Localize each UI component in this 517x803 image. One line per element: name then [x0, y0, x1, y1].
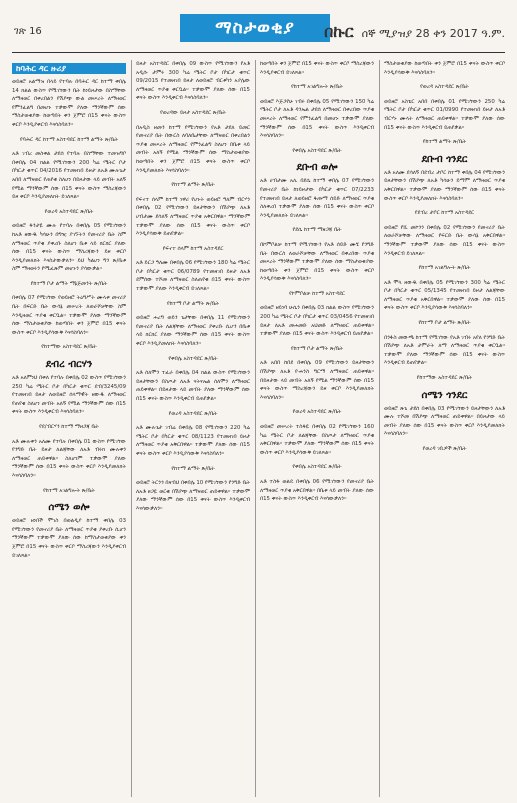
column-divider	[131, 60, 132, 797]
notice-signature: የከተማ አገልግሎት ጽ/ቤት	[291, 84, 343, 91]
notice-signature: የከተማ አገልግሎት ጽ/ቤት	[43, 487, 95, 494]
notice-signature: የፍኖተ ሰላም ከተማ አስተዳደር	[162, 245, 224, 252]
notice-signature: የከተማው አስተዳደር ጽ/ቤት	[41, 344, 97, 351]
notice-signature: የደ/ብርሃን ከተማ ማዘጋጃ ቤት	[39, 424, 99, 430]
page-header	[0, 0, 517, 62]
notice-signature: የቀበሌ አስተዳደር ጽ/ቤት	[292, 464, 342, 471]
notice-paragraph: ወይዘሮ ዘይነባ ሁሴን በቀበሌ 03 ክልል ውስጥ የሚገኘውን 200 ካሬ ሜትር ቦታ በካርታ ቁጥር 03/0456 የተመዘገበ ይዞታ ለአቶ መሐመድ አህመድ ለማዛወር ጠይቀዋል። ተቃውሞ ያለው በ15 ቀናት ውስጥ እንዲቀርብ ይጠየቃል።	[260, 305, 374, 338]
notice-paragraph: ወይዘሮ ፋንታዬ ሙሉ የተባሉ በቀበሌ 05 የሚገኘውን ከአቶ ዘውዱ ካሳሁን በግዢ ያገኙትን የመኖሪያ ቤት ስም ለማዛወር ጥያቄ ያቀረቡ ስለሆነ ቤቱ ላይ ክርክር ያለው ሰው በ15 ቀናት ውስጥ ማስረጃውን ይዞ ቀርቦ እንዲያመለክት እናስታውቃለን። ይህ ካልሆነ ግን ጽ/ቤቱ ስም ማዛወሩን የሚፈጽም መሆኑን ያሳውቃል።	[12, 223, 126, 273]
notice-signature: የከተማ ቦታ ልማት ጽ/ቤት	[166, 300, 220, 307]
notice-signature: የወረዳው ይዞታ አስተዳደር ጽ/ቤት	[160, 109, 226, 116]
notice-signature: የወረዳ ገቢዎች ጽ/ቤት	[422, 446, 467, 452]
notice-signature: የደብረ ታቦር ከተማ አስተዳደር	[414, 210, 475, 217]
notice-signature: የከተማው አስተዳደር ጽ/ቤት	[416, 375, 473, 382]
page-number: ገጽ 16	[14, 26, 42, 37]
notice-signature: የከተማ አገልግሎት ጽ/ቤት	[418, 265, 471, 272]
notice-paragraph: ማስታወቂያው ከወጣበት ቀን ጀምሮ በ15 ቀናት ውስጥ ቀርቦ እንዲያሳውቅ እናሳስባለን።	[384, 61, 505, 76]
column-3	[260, 60, 374, 797]
notice-paragraph: ወይዘሮ የሺ መኮንን በቀበሌ 02 የሚገኘውን የመኖሪያ ቤት ለወራሾቻቸው ለማዛወር የፍርድ ቤት ውሳኔ አቅርበዋል። ማንኛውም ተቃውሞ ያለው ሰው በ15 ቀናት ውስጥ እንዲቀርብ ይገለጻል።	[384, 224, 505, 257]
notice-signature: የወረዳ አስተዳደር ጽ/ቤት	[168, 410, 218, 417]
region-heading: ሰሜን ወሎ	[48, 502, 90, 514]
notice-paragraph: አቶ ሞላ ዘውዱ በቀበሌ 05 የሚገኘውን 300 ካሬ ሜትር ቦታ በካርታ ቁጥር 05/1345 የተመዘገበ ይዞታ ለልጃቸው ለማዛወር ጥያቄ አቅርበዋል። ተቃውሞ ያለው ሰው በ15 ቀናት ውስጥ ቀርቦ እንዲያሳውቅ እናሳስባለን።	[384, 279, 505, 312]
notice-signature: የቀበሌ አስተዳደር ጽ/ቤት	[292, 147, 342, 154]
notice-signature: የባሕር ዳር ከተማ አስተዳደር ከተማ ልማት ጽ/ቤት	[20, 136, 118, 143]
region-heading: ደብረ ብርሃን	[45, 359, 93, 371]
notice-paragraph: አቶ ሙሉጌታ ገብሬ በቀበሌ 08 የሚገኘውን 220 ካሬ ሜትር ቦታ በካርታ ቁጥር 08/1123 የተመዘገበ ይዞታ ለማዛወር ጥያቄ አቅርበዋል። ተቃውሞ ያለው ሰው በ15 ቀናት ውስጥ ቀርቦ እንዲያሳውቅ እናሳስባለን።	[136, 425, 250, 457]
notice-paragraph: አቶ ገብረ መስቀል ታደሰ የተባሉ በስማቸው ተመዝግቦ በቀበሌ 04 ክልል የሚገኘውን 200 ካሬ ሜትር ቦታ በካርታ ቁጥር 04/2016 የተመዘገበ ይዞታ ለአቶ ሙሉጌታ አበበ ለማዛወር የጠየቁ ስለሆነ በይዞታው ላይ መብት አለኝ የሚል ማንኛውም ሰው በ15 ቀናት ውስጥ ማስረጃውን ይዞ ቀርቦ እንዲያመለክት ይገለጻል።	[12, 151, 126, 201]
notice-paragraph: ወይዘሮ መሠረት ተስፋዬ በቀበሌ 02 የሚገኘውን 160 ካሬ ሜትር ቦታ ለልጃቸው በስጦታ ለማዛወር ጥያቄ አቅርበዋል። ተቃውሞ ያለው ማንኛውም ሰው በ15 ቀናት ውስጥ ቀርቦ እንዲያሳውቅ ይገለጻል።	[260, 424, 374, 456]
column-2	[136, 60, 250, 797]
issue-info	[324, 22, 505, 42]
notice-paragraph: ወይዘሮ ትርንጎ በዛብህ በቀበሌ 10 የሚገኘውን የንግድ ቤት ለአቶ ፀጋዬ ወርቁ በሽያጭ ለማዛወር ጠይቀዋል። ተቃውሞ ያለው ማንኛውም ሰው በ15 ቀናት ውስጥ እንዲቀርብ እናሳውቃለን።	[136, 480, 250, 512]
section-title: ማስታወቂያ	[180, 14, 330, 42]
notice-paragraph: አቶ ሀብታሙ አሊ በደሴ ከተማ ቀበሌ 07 የሚገኘውን የመኖሪያ ቤት ከነይዞታው በካርታ ቁጥር 07/2233 የተመዘገበ ይዞታ ለወይዘሮ ፋጡማ ሰይድ ለማዛወር ጥያቄ ስለቀረበ ተቃውሞ ያለው ሰው በ15 ቀናት ውስጥ ቀርቦ እንዲያመለክት ይገለጻል።	[260, 178, 374, 219]
notice-signature: የወረዳ አስተዳደር ጽ/ቤት	[420, 84, 469, 91]
notice-signature: የቀበሌ አስተዳደር ጽ/ቤት	[168, 355, 218, 362]
notice-signature: የኮምቦልቻ ከተማ አስተዳደር	[289, 290, 345, 297]
notice-signature: የወረዳ አስተዳደር ጽ/ቤት	[292, 409, 342, 416]
column-divider	[255, 60, 256, 797]
notice-paragraph: ከወጣበት ቀን ጀምሮ በ15 ቀናት ውስጥ ቀርቦ ማስረጃውን እንዲያቀርብ ይገለጻል።	[260, 61, 374, 76]
region-heading: ደቡብ ጎንደር	[421, 153, 468, 165]
notice-signature: የደሴ ከተማ ማዘጋጃ ቤት	[292, 227, 342, 234]
column-1	[12, 60, 126, 797]
notice-paragraph: አቶ አለሙ ደሳለኝ በደብረ ታቦር ከተማ ቀበሌ 04 የሚገኘውን ይዞታቸውን በሽያጭ ለአቶ ካሳሁን ይማም ለማዛወር ጥያቄ አቅርበዋል። ተቃውሞ ያለው ማንኛውም ሰው በ15 ቀናት ውስጥ ቀርቦ እንዲያመለክት እናሳስባለን።	[384, 169, 505, 202]
notice-signature: የከተማ ልማት ጽ/ቤት	[422, 139, 467, 146]
column-divider	[379, 60, 380, 797]
column-4	[384, 60, 505, 797]
notice-paragraph: በአዲስ ዘመን ከተማ የሚገኘውን የአቶ ታደለ ይመር የመኖሪያ ቤት በውርስ ለባለቤታቸው ለማዛወር በቀረበልን ጥያቄ መሠረት ለማዛወር የምንፈልግ ስለሆነ በቤቱ ላይ መብት አለኝ የሚል ማንኛውም ሰው ማስታወቂያው ከወጣበት ቀን ጀምሮ በ15 ቀናት ውስጥ ቀርቦ እንዲያመለክት እናሳስባለን።	[136, 124, 250, 174]
issue-date: ሰኞ ሚያዝያ 28 ቀን 2017 ዓ.ም.	[361, 27, 505, 40]
notice-paragraph: ወይዘሮ ዘነበች ሞገስ በወልዲያ ከተማ ቀበሌ 03 የሚገኘውን የመኖሪያ ቤት ለማዛወር ጥያቄ ያቀረቡ ሲሆን ማንኛውም ተቃውሞ ያለው ሰው ከማስታወቂያው ቀን ጀምሮ በ15 ቀናት ውስጥ ቀርቦ ማስረጃውን እንዲያቀርብ ይገለጻል።	[12, 518, 126, 559]
notice-signature: የከተማ ቦታ ልማት ማኔጅመንት ጽ/ቤት	[30, 280, 108, 287]
notice-paragraph: አቶ ሰለሞን ተፈራ በቀበሌ 04 ክልል ውስጥ የሚገኘውን ይዞታቸውን በስጦታ ለአቶ ናትናኤል ሰለሞን ለማዛወር ጠይቀዋል። በይዞታው ላይ መብት ያለው ማንኛውም ሰው በ15 ቀናት ውስጥ እንዲቀርብ ይጠየቃል።	[136, 370, 250, 402]
notice-paragraph: የፍኖተ ሰላም ከተማ ነዋሪ የሆኑት ወይዘሮ ዓለም ብርሃን በቀበሌ 02 የሚገኘውን ይዞታቸውን በሽያጭ ለአቶ ሀብታሙ ደሳለኝ ለማዛወር ጥያቄ አቅርበዋል። ማንኛውም ተቃውሞ ያለው ሰው በ15 ቀናት ውስጥ ቀርቦ እንዲያሳውቅ ይጠየቃል።	[136, 196, 250, 238]
notice-paragraph: በንፋስ መውጫ ከተማ የሚገኘው የአቶ ገብሩ አየለ የንግድ ቤት በሽያጭ ለአቶ ታምራት ለማ ለማዛወር ጥያቄ ቀርቧል። ተቃውሞ ያለው ማንኛውም ሰው በ15 ቀናት ውስጥ እንዲቀርብ ይጠየቃል።	[384, 334, 505, 367]
region-heading: ሰሜን ጎንደር	[421, 389, 468, 401]
notice-paragraph: በኮምቦልቻ ከተማ የሚገኘውን የአቶ ሰይድ ሙሄ የንግድ ቤት በውርስ ለወራሾቻቸው ለማዛወር በቀረበው ጥያቄ መሠረት ማንኛውም ተቃውሞ ያለው ሰው ማስታወቂያው ከወጣበት ቀን ጀምሮ በ15 ቀናት ውስጥ ቀርቦ እንዲያሳውቅ እናሳስባለን።	[260, 241, 374, 283]
notice-paragraph: በቀበሌ 07 የሚገኘው የወይዘሮ ትዕግሥት ሙላቱ መኖሪያ ቤት በፍርድ ቤት ውሳኔ መሠረት ለወራሾቻቸው ስም እንዲዛወር ጥያቄ ቀርቧል። ተቃውሞ ያለው ማንኛውም ሰው ማስታወቂያው ከወጣበት ቀን ጀምሮ በ15 ቀናት ውስጥ ቀርቦ እንዲያሳውቅ እናሳስባለን።	[12, 295, 126, 336]
newspaper-name: በኩር	[324, 22, 354, 41]
notice-paragraph: አቶ ሙሉቀን አለሙ የተባሉ በቀበሌ 01 ውስጥ የሚገኘው የንግድ ቤት ይዞታ ለልጃቸው ለአቶ ብሩክ ሙሉቀን ለማዛወር ጠይቀዋል። ስለሆነም ተቃውሞ ያለው ማንኛውም ሰው በ15 ቀናት ውስጥ ቀርቦ እንዲያመለክት እናሳስባለን።	[12, 438, 126, 479]
notice-paragraph: ወይዘሮ አስቴር አበበ በቀበሌ 01 የሚገኘውን 250 ካሬ ሜትር ቦታ በካርታ ቁጥር 01/0990 የተመዘገበ ይዞታ ለአቶ ብርሃኑ ሙላት ለማዛወር ጠይቀዋል። ተቃውሞ ያለው ሰው በ15 ቀናት ውስጥ እንዲቀርብ ይጠየቃል።	[384, 98, 505, 131]
notice-paragraph: አቶ አበበ ከበደ በቀበሌ 09 የሚገኘውን ይዞታቸውን በሽያጭ ለአቶ ዮሐንስ ግርማ ለማዛወር ጠይቀዋል። በይዞታው ላይ መብት አለኝ የሚል ማንኛውም ሰው በ15 ቀናት ውስጥ ማስረጃውን ይዞ ቀርቦ እንዲያመለክት እናሳስባለን።	[260, 360, 374, 401]
notice-paragraph: አቶ ይርጋ ዓለሙ በቀበሌ 06 የሚገኘውን 180 ካሬ ሜትር ቦታ በካርታ ቁጥር 06/0789 የተመዘገበ ይዞታ ለአቶ ደምሰው ተሾመ ለማዛወር ስለጠየቁ በ15 ቀናት ውስጥ ተቃውሞ ያለው እንዲቀርብ ይገለጻል።	[136, 260, 250, 293]
notice-signature: የከተማ ቦታ ልማት ጽ/ቤት	[418, 320, 471, 327]
notice-paragraph: ወይዘሮ ሐረግ ወይን ጌታቸው በቀበሌ 11 የሚገኘውን የመኖሪያ ቤት ለልጃቸው ለማዛወር ያቀረቡ ሲሆን በቤቱ ላይ ክርክር ያለው ማንኛውም ሰው በ15 ቀናት ውስጥ ቀርቦ እንዲያመለክት እናሳስባለን።	[136, 315, 250, 348]
notice-signature: የከተማ ልማት ጽ/ቤት	[171, 182, 215, 189]
notice-signature: የወረዳ አስተዳደር ጽ/ቤት	[44, 208, 94, 215]
region-heading: ደቡብ ወሎ	[296, 162, 338, 174]
section-header: ከባሕር ዳር ዙሪያ	[12, 63, 126, 74]
notice-paragraph: አቶ አለምነህ በቀለ የተባሉ በቀበሌ 02 ውስጥ የሚገኘውን 250 ካሬ ሜትር ቦታ በካርታ ቁጥር ደብ/3245/09 የተመዘገበ ይዞታ ለወይዘሮ ሰላማዊት ዘውዱ ለማዛወር የጠየቁ ስለሆነ መብት አለኝ የሚል ማንኛውም ሰው በ15 ቀናት ውስጥ እንዲቀርብ እናሳስባለን።	[12, 375, 126, 416]
notice-paragraph: አቶ ተስፋ ወልዴ በቀበሌ 06 የሚገኘውን የመኖሪያ ቤት ለማዛወር ጥያቄ አቅርበዋል። በቤቱ ላይ መብት ያለው ሰው በ15 ቀናት ውስጥ እንዲቀርብ እናሳውቃለን።	[260, 478, 374, 503]
notice-paragraph: ወይዘሮ አልማዝ በላይ የተባሉ በባሕር ዳር ከተማ ቀበሌ 14 ክልል ውስጥ የሚገኘውን ቤት ከነይዞታው በስማቸው ለማዛወር በቀረበልን የሽያጭ ውል መሠረት ለማዛወር የምንፈልግ በመሆኑ ተቃውሞ ያለው ማንኛውም ሰው ማስታወቂያው ከወጣበት ቀን ጀምሮ በ15 ቀናት ውስጥ ቀርቦ እንዲያቀርብ እናሳስባለን።	[12, 79, 126, 128]
notice-paragraph: ወይዘሮ ጽጌ ታደሰ በቀበሌ 03 የሚገኘውን ይዞታቸውን ለአቶ ሙሉ ተሾመ በሽያጭ ለማዛወር ጠይቀዋል። በይዞታው ላይ መብት ያለው ሰው በ15 ቀናት ውስጥ ቀርቦ እንዲያመለክት እናሳስባለን።	[384, 405, 505, 438]
notice-paragraph: ይዞታ አስተዳደር በቀበሌ 09 ውስጥ የሚገኘውን የአቶ አዲሱ ታምሩ 300 ካሬ ሜትር ቦታ በካርታ ቁጥር 09/2015 የተመዘገበ ይዞታ ለወይዘሮ ብርቱካን አያሌው ለማዛወር ጥያቄ ቀርቧል። ተቃውሞ ያለው ሰው በ15 ቀናት ውስጥ እንዲቀርብ እናሳስባለን።	[136, 61, 250, 102]
header-rule	[12, 52, 505, 53]
notice-paragraph: ወይዘሮ እጅጋየሁ ገብሩ በቀበሌ 05 የሚገኘውን 150 ካሬ ሜትር ቦታ ለአቶ ዳንኤል ታደሰ ለማዛወር በቀረበው ጥያቄ መሠረት ለማዛወር የምንፈልግ በመሆኑ ተቃውሞ ያለው ማንኛውም ሰው በ15 ቀናት ውስጥ እንዲቀርብ እናሳስባለን።	[260, 98, 374, 140]
notice-signature: የከተማ ልማት ጽ/ቤት	[171, 465, 215, 472]
notice-signature: የከተማ ቦታ ልማት ጽ/ቤት	[290, 345, 344, 352]
